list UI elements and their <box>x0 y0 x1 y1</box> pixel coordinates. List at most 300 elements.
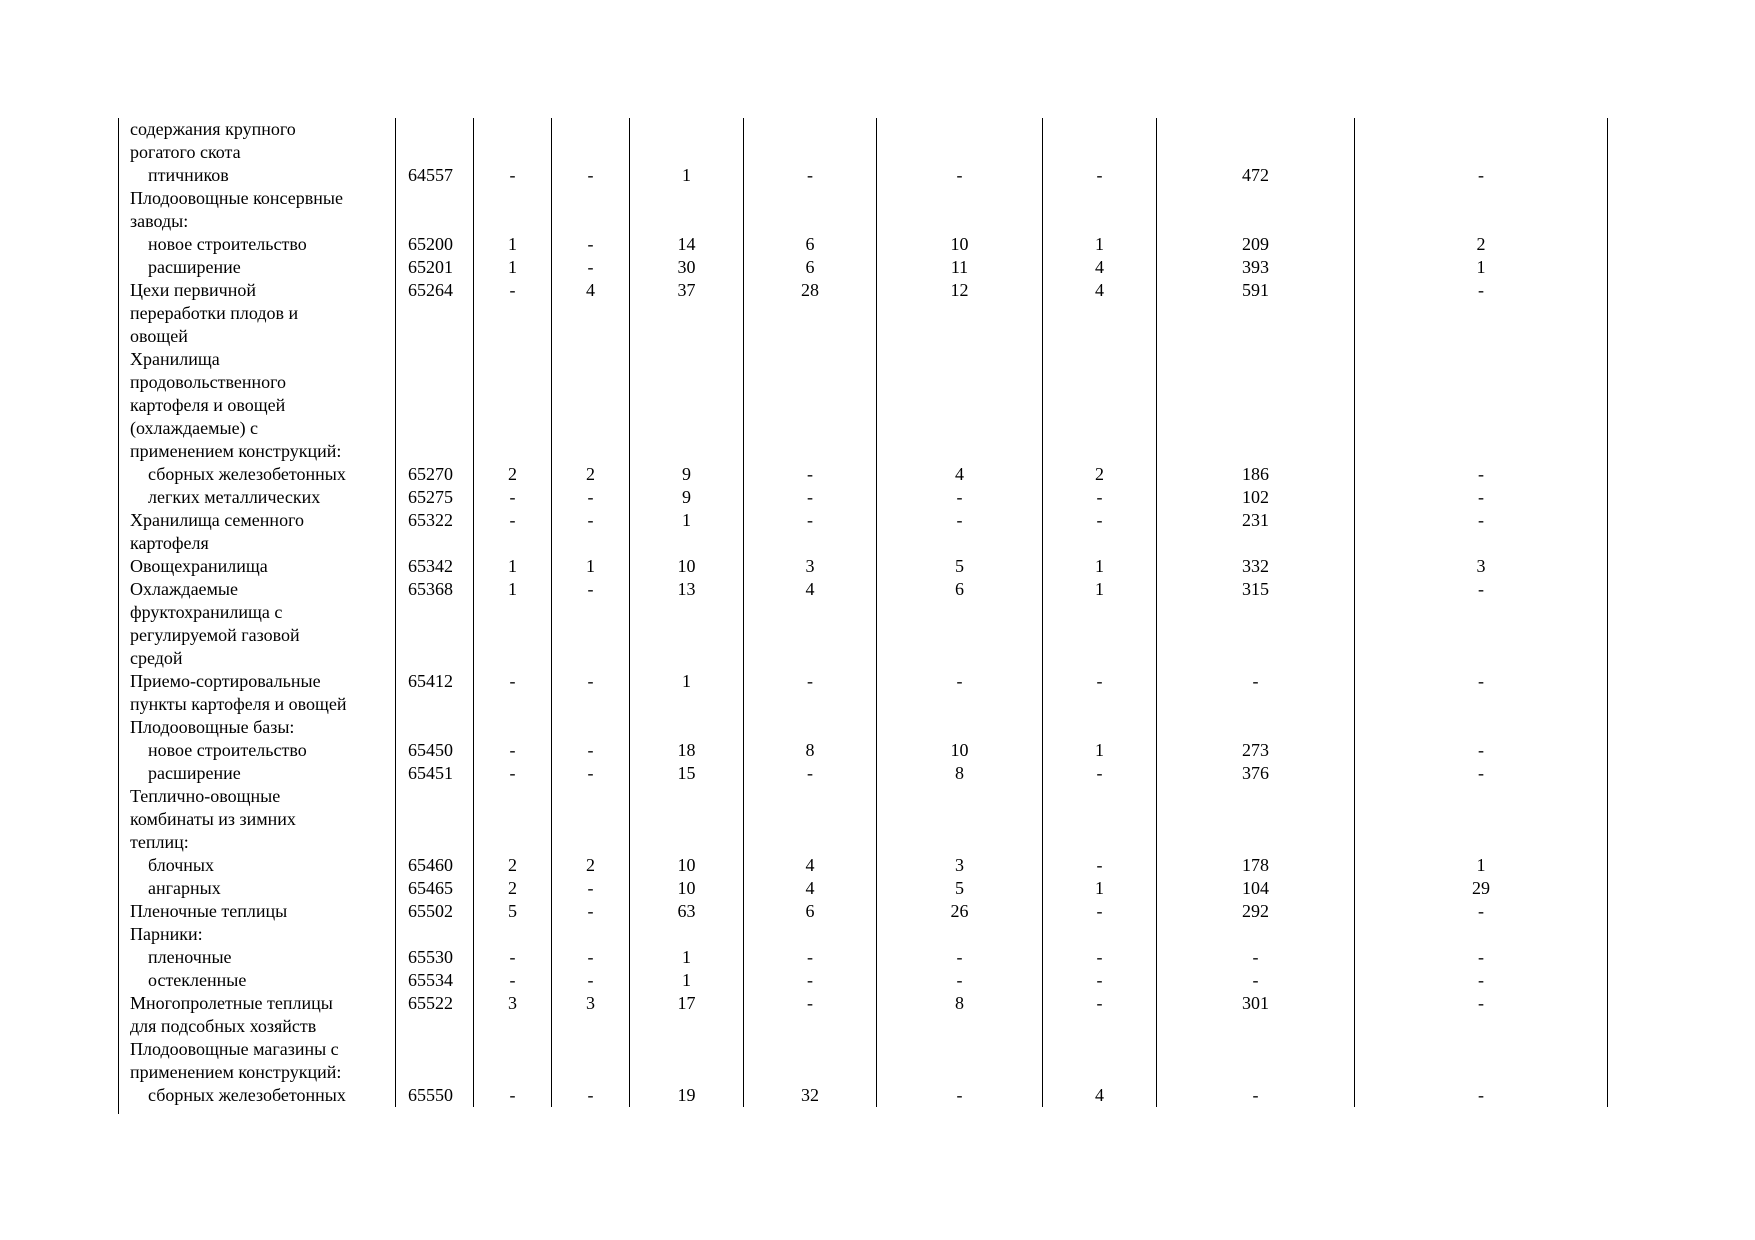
row-code <box>396 647 474 670</box>
table-cell-col-5 <box>744 716 877 739</box>
table-cell-col-4 <box>630 302 744 325</box>
row-label: расширение <box>118 256 396 279</box>
table-cell-col-7: 4 <box>1043 1084 1157 1107</box>
table-cell-col-5 <box>744 302 877 325</box>
table-cell-col-5: 3 <box>744 555 877 578</box>
table-cell-col-5 <box>744 808 877 831</box>
table-cell-col-7 <box>1043 325 1157 348</box>
table-cell-col-4 <box>630 601 744 624</box>
table-cell-col-2 <box>474 210 552 233</box>
table-cell-col-8 <box>1157 440 1355 463</box>
table-cell-col-4 <box>630 716 744 739</box>
table-cell-col-2: - <box>474 946 552 969</box>
table-cell-col-5: - <box>744 463 877 486</box>
table-cell-col-2: - <box>474 762 552 785</box>
table-cell-col-7 <box>1043 624 1157 647</box>
table-cell-col-2: - <box>474 279 552 302</box>
table-cell-col-9 <box>1355 808 1608 831</box>
table-cell-col-8 <box>1157 1061 1355 1084</box>
row-code: 65275 <box>396 486 474 509</box>
table-cell-col-4: 17 <box>630 992 744 1015</box>
row-code <box>396 808 474 831</box>
table-cell-col-8: 102 <box>1157 486 1355 509</box>
table-cell-col-2: 1 <box>474 256 552 279</box>
row-code: 65264 <box>396 279 474 302</box>
row-label: теплиц: <box>118 831 396 854</box>
table-cell-col-8: 292 <box>1157 900 1355 923</box>
table-cell-col-4: 9 <box>630 486 744 509</box>
table-cell-col-6 <box>877 601 1043 624</box>
table-cell-col-6 <box>877 532 1043 555</box>
table-cell-col-9 <box>1355 118 1608 141</box>
row-label: комбинаты из зимних <box>118 808 396 831</box>
table-cell-col-7: - <box>1043 762 1157 785</box>
table-cell-col-3 <box>552 417 630 440</box>
table-cell-col-7 <box>1043 831 1157 854</box>
row-code <box>396 716 474 739</box>
row-code: 65270 <box>396 463 474 486</box>
table-cell-col-8: 301 <box>1157 992 1355 1015</box>
table-cell-col-3 <box>552 808 630 831</box>
table-cell-col-9: - <box>1355 969 1608 992</box>
row-code <box>396 394 474 417</box>
table-cell-col-7 <box>1043 601 1157 624</box>
table-cell-col-4: 63 <box>630 900 744 923</box>
table-cell-col-6 <box>877 808 1043 831</box>
table-cell-col-5: - <box>744 486 877 509</box>
row-label: блочных <box>118 854 396 877</box>
table-cell-col-4: 1 <box>630 969 744 992</box>
table-cell-col-8 <box>1157 302 1355 325</box>
table-cell-col-4 <box>630 785 744 808</box>
table-cell-col-9 <box>1355 440 1608 463</box>
table-cell-col-7: 4 <box>1043 256 1157 279</box>
table-cell-col-5: 4 <box>744 877 877 900</box>
table-cell-col-8: 186 <box>1157 463 1355 486</box>
table-cell-col-2: 1 <box>474 233 552 256</box>
row-label: для подсобных хозяйств <box>118 1015 396 1038</box>
table-cell-col-5 <box>744 141 877 164</box>
table-cell-col-7: - <box>1043 486 1157 509</box>
table-cell-col-9: 29 <box>1355 877 1608 900</box>
table-cell-col-4: 18 <box>630 739 744 762</box>
row-code <box>396 624 474 647</box>
table-cell-col-9: - <box>1355 992 1608 1015</box>
row-label: картофеля <box>118 532 396 555</box>
table-cell-col-7: 1 <box>1043 578 1157 601</box>
table-cell-col-4: 14 <box>630 233 744 256</box>
table-cell-col-8: 104 <box>1157 877 1355 900</box>
table-cell-col-6 <box>877 1038 1043 1061</box>
table-cell-col-3 <box>552 624 630 647</box>
table-cell-col-7: 4 <box>1043 279 1157 302</box>
table-cell-col-3 <box>552 1015 630 1038</box>
row-label: овощей <box>118 325 396 348</box>
row-label: сборных железобетонных <box>118 1084 396 1107</box>
table-cell-col-2 <box>474 785 552 808</box>
table-cell-col-6 <box>877 325 1043 348</box>
table-cell-col-4: 1 <box>630 946 744 969</box>
table-cell-col-3: - <box>552 969 630 992</box>
table-cell-col-9 <box>1355 923 1608 946</box>
table-cell-col-9: - <box>1355 578 1608 601</box>
table-cell-col-2: - <box>474 739 552 762</box>
row-label: остекленные <box>118 969 396 992</box>
table-cell-col-6: 5 <box>877 877 1043 900</box>
table-cell-col-8: - <box>1157 969 1355 992</box>
table-cell-col-2: - <box>474 1084 552 1107</box>
row-code: 65451 <box>396 762 474 785</box>
table-cell-col-3: 3 <box>552 992 630 1015</box>
table-cell-col-2 <box>474 394 552 417</box>
table-cell-col-3: - <box>552 578 630 601</box>
table-cell-col-4 <box>630 831 744 854</box>
table-cell-col-5 <box>744 532 877 555</box>
table-cell-col-3 <box>552 118 630 141</box>
row-label: Пленочные теплицы <box>118 900 396 923</box>
table-cell-col-6 <box>877 348 1043 371</box>
row-code <box>396 325 474 348</box>
table-cell-col-5 <box>744 831 877 854</box>
table-cell-col-9 <box>1355 348 1608 371</box>
row-label: Плодоовощные консервные <box>118 187 396 210</box>
row-label: фруктохранилища с <box>118 601 396 624</box>
table-cell-col-3 <box>552 371 630 394</box>
table-cell-col-5 <box>744 601 877 624</box>
table-cell-col-3: - <box>552 486 630 509</box>
table-cell-col-8 <box>1157 693 1355 716</box>
row-label: пленочные <box>118 946 396 969</box>
row-label: средой <box>118 647 396 670</box>
table-cell-col-2 <box>474 371 552 394</box>
table-cell-col-9 <box>1355 187 1608 210</box>
table-cell-col-7: 1 <box>1043 739 1157 762</box>
table-cell-col-8: 591 <box>1157 279 1355 302</box>
row-code <box>396 693 474 716</box>
table-cell-col-2 <box>474 302 552 325</box>
row-code <box>396 348 474 371</box>
table-cell-col-5 <box>744 693 877 716</box>
table-cell-col-6: 10 <box>877 233 1043 256</box>
table-cell-col-9 <box>1355 601 1608 624</box>
row-code <box>396 1015 474 1038</box>
table-cell-col-5 <box>744 325 877 348</box>
row-code <box>396 141 474 164</box>
table-cell-col-5 <box>744 1038 877 1061</box>
table-cell-col-4 <box>630 808 744 831</box>
row-code <box>396 601 474 624</box>
table-cell-col-2 <box>474 647 552 670</box>
table-cell-col-6 <box>877 716 1043 739</box>
table-cell-col-4: 30 <box>630 256 744 279</box>
table-cell-col-3 <box>552 601 630 624</box>
table-cell-col-6: - <box>877 486 1043 509</box>
table-cell-col-6 <box>877 624 1043 647</box>
table-cell-col-7: - <box>1043 164 1157 187</box>
table-cell-col-9 <box>1355 693 1608 716</box>
table-cell-col-3 <box>552 141 630 164</box>
table-cell-col-9: - <box>1355 486 1608 509</box>
table-cell-col-8: 209 <box>1157 233 1355 256</box>
table-cell-col-2: 3 <box>474 992 552 1015</box>
table-cell-col-4 <box>630 624 744 647</box>
table-cell-col-6: 26 <box>877 900 1043 923</box>
table-cell-col-7: - <box>1043 992 1157 1015</box>
table-cell-col-6: 3 <box>877 854 1043 877</box>
row-code <box>396 1038 474 1061</box>
table-cell-col-3 <box>552 325 630 348</box>
row-code <box>396 302 474 325</box>
table-cell-col-3 <box>552 440 630 463</box>
row-label: ангарных <box>118 877 396 900</box>
table-cell-col-8 <box>1157 647 1355 670</box>
table-cell-col-8: 332 <box>1157 555 1355 578</box>
table-cell-col-9: 3 <box>1355 555 1608 578</box>
table-cell-col-5 <box>744 118 877 141</box>
table-cell-col-9 <box>1355 1015 1608 1038</box>
table-cell-col-2 <box>474 716 552 739</box>
table-cell-col-2 <box>474 532 552 555</box>
table-cell-col-3 <box>552 302 630 325</box>
table-cell-col-3: - <box>552 946 630 969</box>
table-cell-col-2 <box>474 624 552 647</box>
table-cell-col-7 <box>1043 785 1157 808</box>
table-cell-col-5: 4 <box>744 578 877 601</box>
table-cell-col-8: 472 <box>1157 164 1355 187</box>
table-cell-col-6: 5 <box>877 555 1043 578</box>
table-cell-col-4 <box>630 118 744 141</box>
row-label: пункты картофеля и овощей <box>118 693 396 716</box>
row-label: картофеля и овощей <box>118 394 396 417</box>
table-cell-col-7: - <box>1043 854 1157 877</box>
table-cell-col-4 <box>630 1015 744 1038</box>
table-cell-col-5 <box>744 394 877 417</box>
table-cell-col-8 <box>1157 325 1355 348</box>
table-cell-col-9: - <box>1355 670 1608 693</box>
table-cell-col-9 <box>1355 325 1608 348</box>
table-cell-col-4 <box>630 417 744 440</box>
data-table <box>118 118 1608 1114</box>
table-cell-col-2 <box>474 187 552 210</box>
table-cell-col-5: 32 <box>744 1084 877 1107</box>
table-cell-col-6: - <box>877 509 1043 532</box>
table-cell-col-5: 4 <box>744 854 877 877</box>
table-cell-col-8: 376 <box>1157 762 1355 785</box>
row-label: сборных железобетонных <box>118 463 396 486</box>
table-cell-col-2 <box>474 348 552 371</box>
table-cell-col-5 <box>744 371 877 394</box>
table-cell-col-4 <box>630 325 744 348</box>
row-label: новое строительство <box>118 233 396 256</box>
table-cell-col-2: 5 <box>474 900 552 923</box>
table-cell-col-8 <box>1157 118 1355 141</box>
table-cell-col-2 <box>474 141 552 164</box>
table-cell-col-3: - <box>552 233 630 256</box>
table-cell-col-4 <box>630 532 744 555</box>
table-cell-col-7 <box>1043 716 1157 739</box>
row-code: 65460 <box>396 854 474 877</box>
table-cell-col-3: - <box>552 509 630 532</box>
table-cell-col-8 <box>1157 187 1355 210</box>
table-cell-col-9: 1 <box>1355 854 1608 877</box>
table-cell-col-9: - <box>1355 946 1608 969</box>
table-cell-col-7 <box>1043 187 1157 210</box>
table-cell-col-7: - <box>1043 900 1157 923</box>
row-code <box>396 831 474 854</box>
row-label: Охлаждаемые <box>118 578 396 601</box>
row-label: применением конструкций: <box>118 440 396 463</box>
table-cell-col-3 <box>552 923 630 946</box>
table-cell-col-3 <box>552 1038 630 1061</box>
table-cell-col-3: - <box>552 900 630 923</box>
table-cell-col-5 <box>744 210 877 233</box>
row-code <box>396 1061 474 1084</box>
table-cell-col-3 <box>552 394 630 417</box>
table-cell-col-8 <box>1157 624 1355 647</box>
table-cell-col-2 <box>474 1038 552 1061</box>
table-cell-col-3: - <box>552 762 630 785</box>
table-cell-col-6: 8 <box>877 992 1043 1015</box>
row-code <box>396 210 474 233</box>
table-cell-col-5 <box>744 1061 877 1084</box>
table-cell-col-3: 2 <box>552 463 630 486</box>
table-cell-col-8 <box>1157 785 1355 808</box>
table-cell-col-2 <box>474 693 552 716</box>
row-label: (охлаждаемые) с <box>118 417 396 440</box>
row-code <box>396 923 474 946</box>
table-cell-col-6: - <box>877 670 1043 693</box>
table-cell-col-4 <box>630 1061 744 1084</box>
row-label: Овощехранилища <box>118 555 396 578</box>
row-label: переработки плодов и <box>118 302 396 325</box>
table-cell-col-3: 4 <box>552 279 630 302</box>
table-cell-col-9 <box>1355 394 1608 417</box>
table-cell-col-8: - <box>1157 1084 1355 1107</box>
table-cell-col-4: 37 <box>630 279 744 302</box>
table-cell-col-2 <box>474 325 552 348</box>
table-cell-col-9: - <box>1355 762 1608 785</box>
table-cell-col-5 <box>744 624 877 647</box>
table-cell-col-4 <box>630 210 744 233</box>
table-cell-col-4: 13 <box>630 578 744 601</box>
row-code <box>396 785 474 808</box>
table-cell-col-7 <box>1043 302 1157 325</box>
table-cell-col-2 <box>474 831 552 854</box>
table-cell-col-9 <box>1355 647 1608 670</box>
table-cell-col-7: 1 <box>1043 877 1157 900</box>
table-cell-col-5: 8 <box>744 739 877 762</box>
table-cell-col-5: - <box>744 670 877 693</box>
table-cell-col-3 <box>552 647 630 670</box>
table-cell-col-7: 1 <box>1043 233 1157 256</box>
table-cell-col-7: - <box>1043 670 1157 693</box>
table-cell-col-8: 393 <box>1157 256 1355 279</box>
row-code: 65530 <box>396 946 474 969</box>
table-cell-col-9 <box>1355 417 1608 440</box>
row-code: 65342 <box>396 555 474 578</box>
table-cell-col-8 <box>1157 831 1355 854</box>
table-cell-col-2 <box>474 118 552 141</box>
table-cell-col-7: - <box>1043 969 1157 992</box>
table-cell-col-7 <box>1043 1015 1157 1038</box>
table-cell-col-6 <box>877 371 1043 394</box>
row-label: Плодоовощные магазины с <box>118 1038 396 1061</box>
table-cell-col-2: 2 <box>474 854 552 877</box>
row-label: регулируемой газовой <box>118 624 396 647</box>
table-cell-col-2: - <box>474 486 552 509</box>
table-cell-col-9 <box>1355 302 1608 325</box>
table-cell-col-8 <box>1157 532 1355 555</box>
table-cell-col-2 <box>474 923 552 946</box>
table-cell-col-5: 28 <box>744 279 877 302</box>
table-cell-col-2 <box>474 601 552 624</box>
row-label: Плодоовощные базы: <box>118 716 396 739</box>
row-code: 65368 <box>396 578 474 601</box>
table-cell-col-3 <box>552 210 630 233</box>
table-cell-col-4 <box>630 693 744 716</box>
table-cell-col-9 <box>1355 1061 1608 1084</box>
table-cell-col-8 <box>1157 1015 1355 1038</box>
table-cell-col-8 <box>1157 923 1355 946</box>
table-cell-col-8: 315 <box>1157 578 1355 601</box>
table-cell-col-8 <box>1157 210 1355 233</box>
table-cell-col-4: 10 <box>630 555 744 578</box>
table-cell-col-9: - <box>1355 164 1608 187</box>
table-cell-col-6 <box>877 647 1043 670</box>
table-cell-col-3: - <box>552 670 630 693</box>
table-cell-col-6 <box>877 187 1043 210</box>
row-code <box>396 440 474 463</box>
table-cell-col-4 <box>630 394 744 417</box>
row-code: 65522 <box>396 992 474 1015</box>
table-cell-col-8 <box>1157 141 1355 164</box>
row-label: рогатого скота <box>118 141 396 164</box>
table-cell-col-5: - <box>744 946 877 969</box>
table-cell-col-9 <box>1355 624 1608 647</box>
table-cell-col-7 <box>1043 1038 1157 1061</box>
table-cell-col-6: - <box>877 164 1043 187</box>
table-cell-col-4: 9 <box>630 463 744 486</box>
row-label: Хранилища семенного <box>118 509 396 532</box>
row-label: Хранилища <box>118 348 396 371</box>
table-cell-col-4: 19 <box>630 1084 744 1107</box>
table-cell-col-5 <box>744 440 877 463</box>
table-cell-col-9: - <box>1355 463 1608 486</box>
table-cell-col-2 <box>474 808 552 831</box>
table-cell-col-3: 1 <box>552 555 630 578</box>
row-label: птичников <box>118 164 396 187</box>
table-cell-col-5: - <box>744 762 877 785</box>
table-cell-col-2: - <box>474 509 552 532</box>
table-cell-col-8 <box>1157 716 1355 739</box>
table-cell-col-6 <box>877 141 1043 164</box>
table-cell-col-6: 4 <box>877 463 1043 486</box>
row-code: 65534 <box>396 969 474 992</box>
table-cell-col-4 <box>630 187 744 210</box>
table-cell-col-6: 6 <box>877 578 1043 601</box>
table-cell-col-2: 1 <box>474 555 552 578</box>
table-cell-col-4: 10 <box>630 854 744 877</box>
table-cell-col-9 <box>1355 785 1608 808</box>
table-cell-col-5: 6 <box>744 233 877 256</box>
row-code: 65450 <box>396 739 474 762</box>
table-cell-col-6: - <box>877 1084 1043 1107</box>
table-cell-col-8 <box>1157 394 1355 417</box>
table-cell-col-3 <box>552 1061 630 1084</box>
table-cell-col-3 <box>552 693 630 716</box>
table-cell-col-2 <box>474 440 552 463</box>
table-cell-col-7 <box>1043 141 1157 164</box>
